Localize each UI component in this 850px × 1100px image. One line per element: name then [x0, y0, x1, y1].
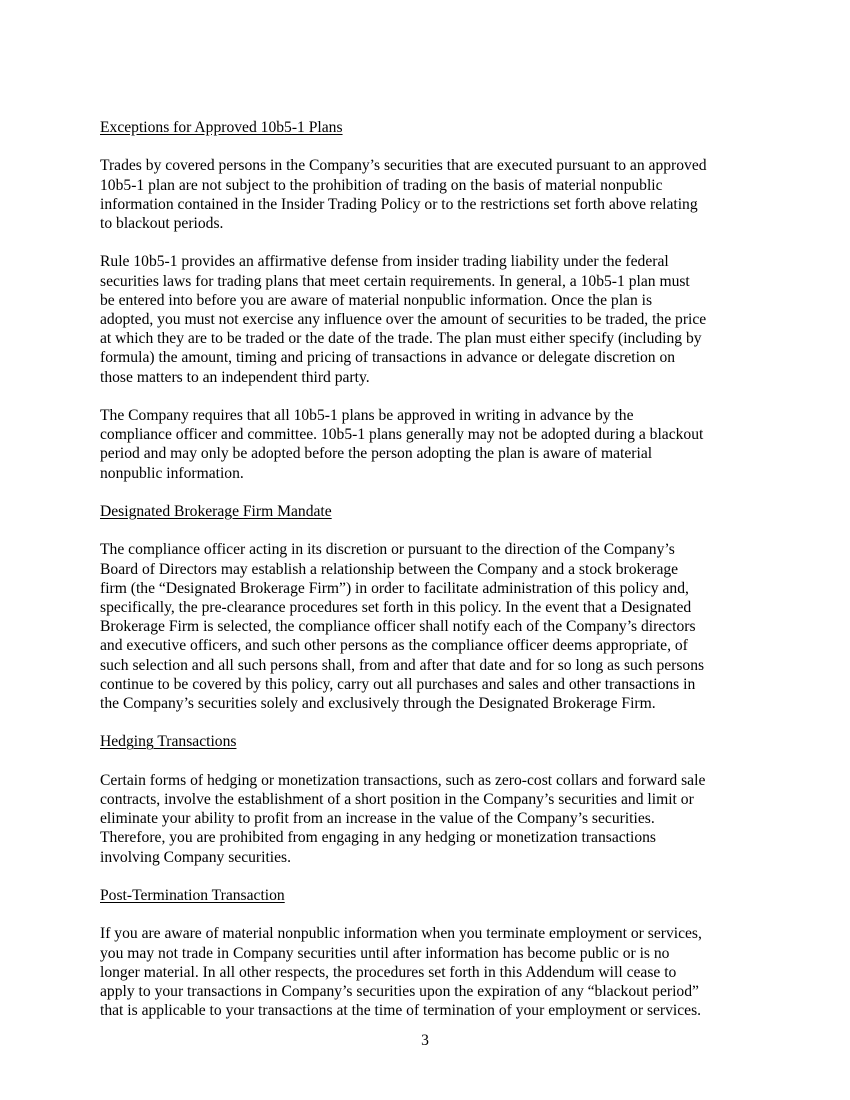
paragraph-line: be entered into before you are aware of material nonpublic information. Once the plan is: [100, 291, 653, 309]
paragraph-line: continue to be covered by this policy, carry out all purchases and sales and other transactions in: [100, 675, 696, 693]
paragraph-line: nonpublic information.: [100, 464, 244, 482]
body-paragraph: [100, 406, 755, 483]
paragraph-line: If you are aware of material nonpublic information when you terminate employment or services,: [100, 925, 702, 943]
paragraph-line: apply to your transactions in Company’s securities upon the expiration of any “blackout period”: [100, 983, 699, 1000]
paragraph-line: Certain forms of hedging or monetization transactions, such as zero-cost collars and forward sale: [100, 771, 706, 789]
paragraph-line: compliance officer and committee. 10b5-1 plans generally may not be adopted during a blackout: [100, 426, 704, 444]
paragraph-line: and executive officers, and such other persons as the compliance officer deems appropriate, of: [100, 637, 688, 655]
section-heading: Designated Brokerage Firm Mandate: [100, 503, 332, 520]
paragraph-line: Brokerage Firm is selected, the compliance officer shall notify each of the Company’s directors: [100, 618, 696, 636]
section-heading: Post-Termination Transaction: [100, 887, 285, 904]
paragraph-line: specifically, the pre-clearance procedures set forth in this policy. In the event that a Designated: [100, 599, 692, 616]
paragraph-line: 10b5-1 plan are not subject to the prohibition of trading on the basis of material nonpublic: [100, 176, 663, 194]
paragraph-line: Trades by covered persons in the Company’s securities that are executed pursuant to an approved: [100, 157, 707, 175]
body-paragraph: [100, 924, 755, 1020]
paragraph-line: Rule 10b5-1 provides an affirmative defense from insider trading liability under the federal: [100, 253, 669, 271]
paragraph-line: that is applicable to your transactions at the time of termination of your employment or services.: [100, 1002, 702, 1020]
paragraph-line: Therefore, you are prohibited from engaging in any hedging or monetization transactions: [100, 829, 656, 847]
paragraph-line: period and may only be adopted before the person adopting the plan is aware of material: [100, 445, 653, 463]
paragraph-line: the Company’s securities solely and exclusively through the Designated Brokerage Firm.: [100, 695, 656, 713]
paragraph-line: longer material. In all other respects, the procedures set forth in this Addendum will cease to: [100, 963, 677, 981]
section-heading: Exceptions for Approved 10b5-1 Plans: [100, 119, 343, 136]
paragraph-line: information contained in the Insider Trading Policy or to the restrictions set forth above relating: [100, 195, 698, 213]
paragraph-line: The compliance officer acting in its discretion or pursuant to the direction of the Company’s: [100, 541, 675, 559]
paragraph-line: eliminate your ability to profit from an increase in the value of the Company’s securities.: [100, 810, 655, 828]
body-paragraph: [100, 540, 755, 713]
body-paragraph: [100, 156, 755, 233]
paragraph-line: such selection and all such persons shall, from and after that date and for so long as such persons: [100, 656, 705, 674]
section-heading: Hedging Transactions: [100, 733, 237, 751]
paragraph-line: at which they are to be traded or the date of the trade. The plan must either specify (including by: [100, 330, 702, 348]
page-number: 3: [421, 1032, 429, 1049]
paragraph-line: contracts, involve the establishment of a short position in the Company’s securities and limit or: [100, 791, 694, 808]
paragraph-line: adopted, you must not exercise any influence over the amount of securities to be traded, the price: [100, 311, 707, 328]
paragraph-line: to blackout periods.: [100, 215, 224, 232]
paragraph-line: firm (the “Designated Brokerage Firm”) in order to facilitate administration of this policy and,: [100, 579, 689, 597]
body-paragraph: [100, 771, 755, 867]
paragraph-line: those matters to an independent third party.: [100, 368, 370, 386]
paragraph-line: you may not trade in Company securities until after information has become public or is no: [100, 944, 670, 962]
paragraph-line: formula) the amount, timing and pricing of transactions in advance or delegate discretion on: [100, 349, 676, 367]
paragraph-line: The Company requires that all 10b5-1 plans be approved in writing in advance by the: [100, 407, 634, 424]
paragraph-line: Board of Directors may establish a relationship between the Company and a stock brokerage: [100, 560, 679, 578]
paragraph-line: involving Company securities.: [100, 848, 292, 866]
paragraph-line: securities laws for trading plans that meet certain requirements. In general, a 10b5-1 plan must: [100, 272, 690, 290]
body-paragraph: [100, 252, 755, 386]
document-body: [100, 118, 755, 1040]
